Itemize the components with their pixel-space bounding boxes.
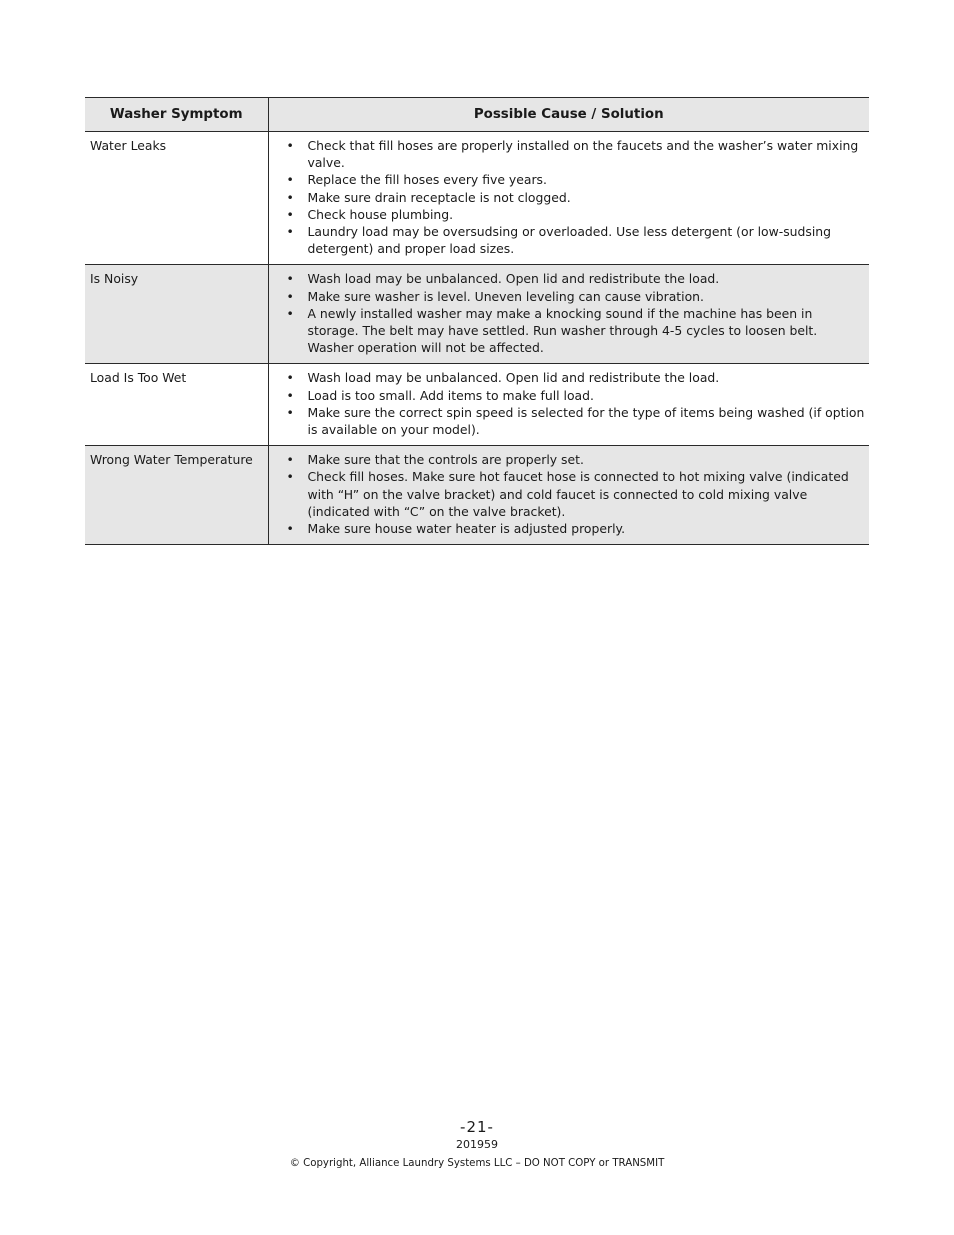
solution-list (269, 137, 866, 257)
solution-text: Check fill hoses. Make sure hot faucet hose is connected to hot mixing valve (indicated with “H” on the valve bracket) and cold faucet is connected to cold mixing valve (indicated with “C” on the valve bracket). (307, 469, 849, 519)
solution-cell (268, 132, 869, 265)
solution-text: Check house plumbing. (307, 206, 454, 222)
list-item (269, 305, 866, 357)
bullet-icon: • (286, 206, 294, 222)
list-item (269, 270, 866, 287)
list-item (269, 206, 866, 223)
bullet-icon: • (286, 172, 294, 188)
solution-list (269, 451, 866, 537)
header-possible-cause-solution: Possible Cause / Solution (268, 98, 869, 132)
list-item (269, 520, 866, 537)
bullet-icon: • (286, 271, 294, 287)
bullet-icon: • (286, 387, 294, 403)
bullet-icon: • (286, 521, 294, 537)
solution-text: Load is too small. Add items to make full load. (307, 387, 594, 403)
solution-cell (268, 265, 869, 364)
troubleshooting-table (85, 97, 869, 545)
page-number: -21- (460, 1118, 494, 1136)
solution-list (269, 369, 866, 438)
table-row (85, 132, 869, 265)
list-item (269, 171, 866, 188)
solution-text: Make sure that the controls are properly set. (307, 452, 584, 468)
symptom-cell: Wrong Water Temperature (85, 446, 268, 545)
solution-text: Wash load may be unbalanced. Open lid and redistribute the load. (307, 370, 720, 386)
list-item (269, 451, 866, 468)
solution-text: Wash load may be unbalanced. Open lid and redistribute the load. (307, 271, 720, 287)
solution-text: A newly installed washer may make a knocking sound if the machine has been in storage. The belt may have settled. Run washer through 4-5 cycles to loosen belt. Washer operation will not be affected. (307, 305, 818, 356)
symptom-cell: Water Leaks (85, 132, 268, 265)
bullet-icon: • (286, 224, 294, 240)
symptom-cell: Load Is Too Wet (85, 364, 268, 446)
table-header-row (85, 98, 869, 132)
bullet-icon: • (286, 404, 294, 420)
solution-text: Laundry load may be oversudsing or overloaded. Use less detergent (or low-sudsing detergent) and proper load sizes. (307, 224, 832, 257)
solution-text: Make sure the correct spin speed is selected for the type of items being washed (if option is available on your model). (307, 404, 865, 438)
bullet-icon: • (286, 288, 294, 304)
header-washer-symptom: Washer Symptom (85, 98, 268, 132)
table-row (85, 265, 869, 364)
list-item (269, 137, 866, 171)
bullet-icon: • (286, 469, 294, 485)
list-item (269, 369, 866, 386)
solution-text: Make sure washer is level. Uneven leveling can cause vibration. (307, 288, 704, 304)
table-row (85, 364, 869, 446)
solution-list (269, 270, 866, 356)
table-row (85, 446, 869, 545)
bullet-icon: • (286, 452, 294, 468)
bullet-icon: • (286, 370, 294, 386)
list-item (269, 387, 866, 404)
solution-text: Make sure drain receptacle is not clogged. (307, 189, 571, 205)
solution-cell (268, 446, 869, 545)
solution-text: Check that fill hoses are properly installed on the faucets and the washer’s water mixing valve. (307, 138, 859, 171)
list-item (269, 288, 866, 305)
solution-text: Make sure house water heater is adjusted properly. (307, 521, 626, 537)
bullet-icon: • (286, 138, 294, 153)
solution-cell (268, 364, 869, 446)
list-item (269, 468, 866, 520)
copyright-notice: © Copyright, Alliance Laundry Systems LLC – DO NOT COPY or TRANSMIT (289, 1158, 665, 1169)
list-item (269, 404, 866, 438)
table-body (85, 132, 869, 545)
symptom-cell: Is Noisy (85, 265, 268, 364)
bullet-icon: • (286, 305, 294, 321)
solution-text: Replace the fill hoses every five years. (307, 172, 547, 188)
list-item (269, 189, 866, 206)
document-number: 201959 (456, 1138, 498, 1151)
list-item (269, 223, 866, 257)
bullet-icon: • (286, 189, 294, 205)
